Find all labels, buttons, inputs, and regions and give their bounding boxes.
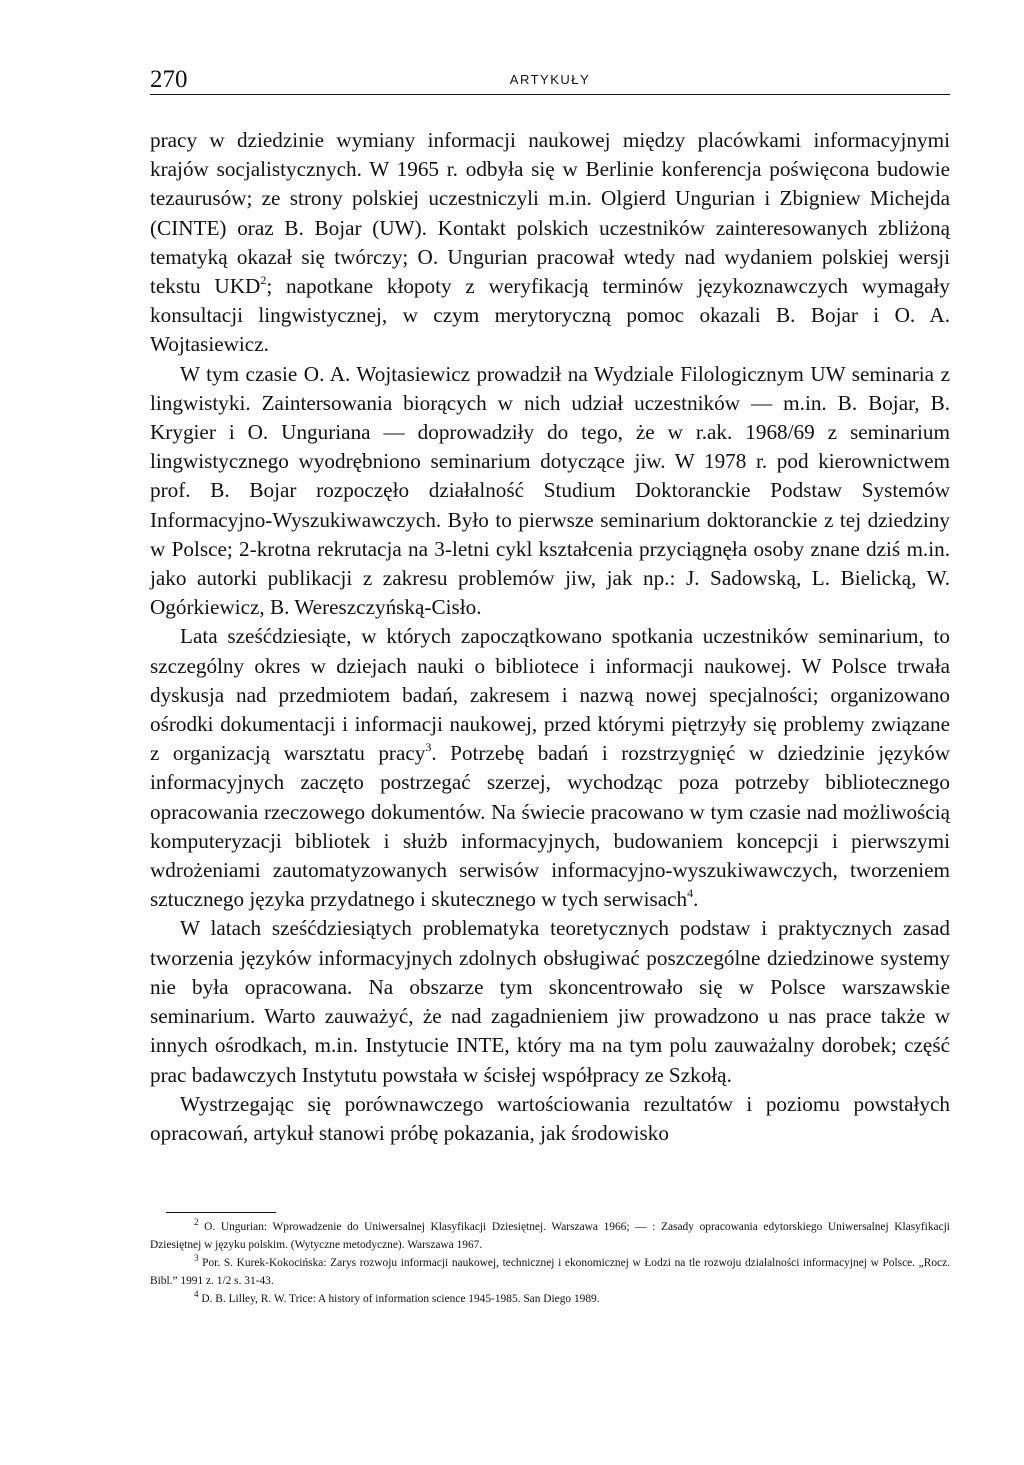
paragraph-1-text-a: pracy w dziedzinie wymiany informacji naukowej między placówkami informacyjnymi krajów socjalistycznych. W 1965 r. odbyła się w Berlinie konferencja poświęcona budowie tezaurusów; ze strony polskiej uczestniczyli m.in. Olgierd Ungurian i Zbigniew Michejda (CINTE) oraz B. Bojar (UW). Kontakt polskich uczestników zainteresowanych zbliżoną tematyką okazał się twórczy; O. Ungurian pracował wtedy nad wydaniem polskiej wersji tekstu UKD bbox=[150, 128, 950, 299]
page-number: 270 bbox=[150, 66, 188, 93]
footnote-ref-2: 2 bbox=[260, 273, 267, 288]
footnote-number: 3 bbox=[194, 1253, 199, 1263]
body-text bbox=[150, 126, 950, 1148]
footnotes bbox=[150, 1218, 950, 1308]
footnote-divider bbox=[166, 1212, 276, 1213]
paragraph-3-text-c: . bbox=[693, 887, 699, 912]
footnote-text: Por. S. Kurek-Kokocińska: Zarys rozwoju informacji naukowej, technicznej i ekonomicznej w Łodzi na tle rozwoju działalności informacyjnej w Polsce. „Rocz. Bibl.” 1991 z. 1/2 s. 31-43. bbox=[150, 1257, 950, 1287]
running-head: ARTYKUŁY bbox=[509, 72, 591, 87]
paragraph-1-text-b: ; napotkane kłopoty z weryfikacją terminów językoznawczych wymagały konsultacji lingwistycznej, w czym merytoryczną pomoc okazali B. Bojar i O. A. Wojtasiewicz. bbox=[150, 274, 950, 357]
paragraph-1 bbox=[150, 126, 950, 360]
footnote-text: D. B. Lilley, R. W. Trice: A history of information science 1945-1985. San Diego 1989. bbox=[201, 1293, 600, 1305]
footnote-ref-4: 4 bbox=[687, 886, 694, 901]
footnote-4 bbox=[150, 1290, 950, 1308]
page-header bbox=[150, 62, 950, 95]
paragraph-4: W latach sześćdziesiątych problematyka teoretycznych podstaw i praktycznych zasad tworzenia języków informacyjnych zdolnych obsługiwać poszczególne dziedzinowe systemy nie była opracowana. Na obszarze tym skoncentrowało się w Polsce warszawskie seminarium. Warto zauważyć, że nad zagadnieniem jiw prowadzono u nas prace także w innych ośrodkach, m.in. Instytucie INTE, który ma na tym polu zauważalny dorobek; część prac badawczych Instytutu powstała w ścisłej współpracy ze Szkołą. bbox=[150, 916, 950, 1087]
footnote-number: 2 bbox=[194, 1217, 199, 1227]
paragraph-3-text-a: Lata sześćdziesiąte, w których zapoczątkowano spotkania uczestników seminarium, to szczególny okres w dziejach nauki o bibliotece i informacji naukowej. W Polsce trwała dyskusja nad przedmiotem badań, zakresem i nazwą nowej specjalności; organizowano ośrodki dokumentacji i informacji naukowej, przed którymi piętrzyły się problemy związane z organizacją warsztatu pracy bbox=[150, 624, 950, 766]
paragraph-5: Wystrzegając się porównawczego wartościowania rezultatów i poziomu powstałych opracowań, artykuł stanowi próbę pokazania, jak środowisko bbox=[150, 1091, 950, 1145]
paragraph-2: W tym czasie O. A. Wojtasiewicz prowadził na Wydziale Filologicznym UW seminaria z lingwistyki. Zaintersowania biorących w nich udział uczestników — m.in. B. Bojar, B. Krygier i O. Unguriana — doprowadziły do tego, że w r.ak. 1968/69 z seminarium lingwistycznego wyodrębniono seminarium dotyczące jiw. W 1978 r. pod kierownictwem prof. B. Bojar rozpoczęło działalność Studium Doktoranckie Podstaw Systemów Informacyjno-Wyszukiwawczych. Było to pierwsze seminarium doktoranckie z tej dziedziny w Polsce; 2-krotna rekrutacja na 3-letni cykl kształcenia przyciągnęła osoby znane dziś m.in. jako autorki publikacji z zakresu problemów jiw, jak np.: J. Sadowską, L. Bielicką, W. Ogórkiewicz, B. Wereszczyńską-Cisło. bbox=[150, 361, 950, 620]
footnote-number: 4 bbox=[194, 1289, 199, 1299]
footnote-text: O. Ungurian: Wprowadzenie do Uniwersalnej Klasyfikacji Dziesiętnej. Warszawa 1966; — : Zasady opracowania edytorskiego Uniwersalnej Klasyfikacji Dziesiętnej w języku polskim. (Wytyczne metodyczne). Warszawa 1967. bbox=[150, 1221, 950, 1251]
paragraph-3-text-b: . Potrzebę badań i rozstrzygnięć w dziedzinie języków informacyjnych zaczęto postrzegać szerzej, wychodząc poza potrzeby bibliotecznego opracowania rzeczowego dokumentów. Na świecie pracowano w tym czasie nad możliwością komputeryzacji bibliotek i służb informacyjnych, budowaniem koncepcji i pierwszymi wdrożeniami zautomatyzowanych serwisów informacyjno-wyszukiwawczych, tworzeniem sztucznego języka przydatnego i skutecznego w tych serwisach bbox=[150, 741, 950, 912]
footnote-3 bbox=[150, 1254, 950, 1290]
paragraph-3 bbox=[150, 622, 950, 914]
footnote-ref-3: 3 bbox=[425, 740, 432, 755]
footnote-2 bbox=[150, 1218, 950, 1254]
